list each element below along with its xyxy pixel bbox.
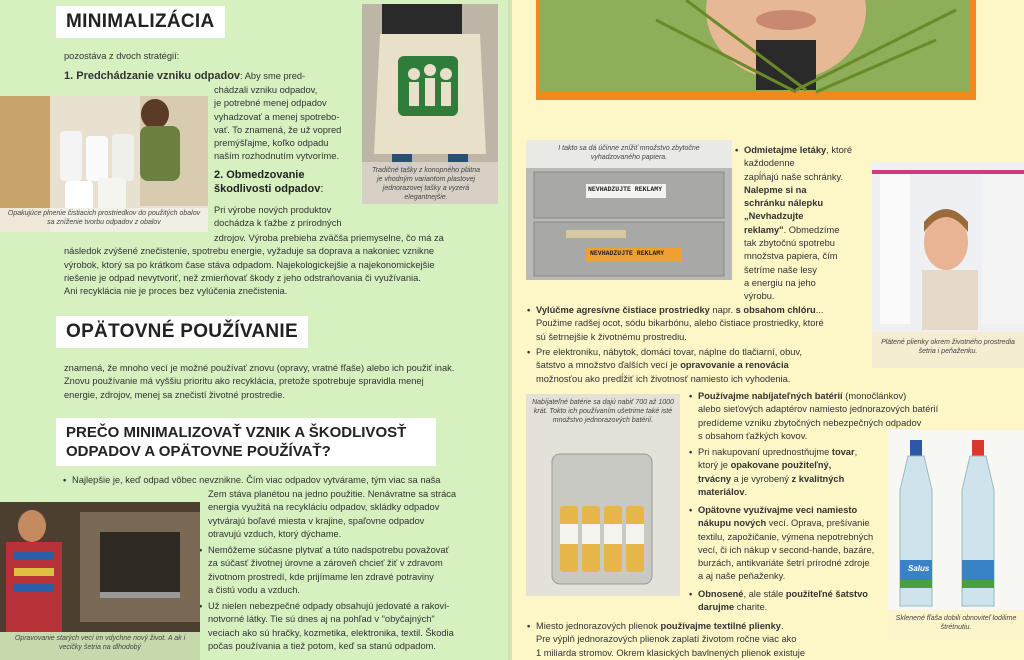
sticker-1: NEVHADZUJTE REKLAMY	[588, 186, 663, 193]
why-point-3: • Už nielen nebezpečné odpady obsahujú jedovaté a rakovi- notvorné látky. Tie sú dnes aj na pohľad v "obyčajných" veciach ako sú hračky, kozmetika, elektronika, textil. Škodia počas používania a tiež potom, keď sa stanú odpadom.	[208, 600, 508, 653]
bullet-durable: • Pri nakupovaní uprednostňujme tovar, ktorý je opakovane použiteľný, trvácny a je vyrobený z kvalitných materiálov.	[698, 446, 878, 499]
bullet-charity: • Obnosené, ale stále použiteľné šatstvo darujme charite.	[698, 588, 888, 615]
heading-reuse: OPÄTOVNÉ POUŽÍVANIE	[56, 316, 308, 348]
bottle-caption: Sklenené fľaša dobili obnoviteľ lodilime štrétnutiu.	[895, 615, 1017, 631]
mailbox-photo	[526, 140, 732, 280]
mailbox-caption: I takto sa dá účinne znížiť množstvo zbytočne vyhadzovaného papiera.	[558, 145, 700, 161]
right-page	[512, 0, 1024, 660]
reuse-text: znamená, že mnoho vecí je možné používať znovu (opravy, vratné fľaše) alebo ich použiť inak. Znovu používanie má vyššiu prioritu ako recyklácia, pretože spotrebuje spravidla menej energie, zdrojov, menej sa znečistí životné prostredie.	[64, 363, 455, 400]
bottle-label: Salus	[908, 564, 930, 573]
strategy2-title: 2. Obmedzovanie škodlivosti odpadov:	[214, 169, 324, 195]
repair-caption: Opravovanie starých vecí im vdychne nový život. A ak i vecičky šetria na dlhodobý	[14, 635, 186, 651]
repair-photo	[0, 502, 200, 660]
bullet-repair: • Pre elektroniku, nábytok, domáci tovar, náplne do tlačiarní, obuv, šatstvo a množstvo ďalších vecí je opravovanie a renovácia možnosťou ako predĺžiť ich životnosť namiesto ich vyhodenia.	[536, 346, 896, 386]
battery-caption: Nabíjateľné batérie sa dajú nabiť 700 až 1000 krát. Tokto ich používaním ušetrime také isté množstvo jednorazových batérií.	[532, 399, 674, 424]
heading-minimalization: MINIMALIZÁCIA	[56, 6, 225, 38]
sticker-2: NEVHADZUJTE REKLAMY	[590, 250, 665, 257]
bullet-cleaners: • Vylúčme agresívne čistiace prostriedky napr. s obsahom chlóru... Použime radšej ocot, sódu bikarbónu, alebo čistiace prostriedky, ktoré sú šetrnejšie k životnému prostrediu.	[536, 304, 876, 344]
glass-bottles-photo	[888, 430, 1024, 640]
strategy2-text-b: zdrojov. Výroba prebieha zväčša priemyselne, čo má za následok zvýšené znečistenie, spotrebu energie, vyžaduje sa doprava a nakoniec vznikne výrobok, ktorý sa po krátkom čase stáva odpadom. Najekologickejšie a najekonomickejšie riešenie je odpad nevytvoriť, než zmierňovať škody z jeho odstraňovania či využívania. Ani recyklácia nie je proces bez vylúčenia znečistenia.	[64, 233, 444, 297]
why-point-2: • Nemôžeme súčasne plytvať a túto nadspotrebu považovať za súčasť životnej úrovne a zároveň chcieť žiť v zdravom životnom prostredí, kde prijímame len zdravé potraviny a čistú vodu a vzduch.	[208, 544, 508, 597]
diapers-woman-photo	[872, 162, 1024, 368]
woman-caption: Plátené plienky okrem životného prostredia šetria i peňaženku.	[881, 339, 1015, 355]
bullet-secondhand: • Opätovne využívajme veci namiesto nákupu nových vecí. Oprava, prešívanie textilu, zapožičanie, výmena nepotrebných vecí, či ich nákup v second-hande, bazáre, burzách, antikvariáte šetrí prírodné zdroje a aj naše peňaženky.	[698, 504, 878, 584]
bullet-leaflets: • Odmietajme letáky, ktoré každodenne zapĺňajú naše schránky. Nalepme si na schránku nálepku „Nevhadzujte reklamy". Obmedzíme tak zbytočnú spotrebu množstva papiera, čím šetríme naše lesy a energiu na jeho výrobu.	[744, 144, 874, 304]
bottles-caption: Opakujúce plnenie čistiacich prostriedkov do použitých obalov sa zníženie tvorbu odpadov z obalov	[7, 210, 201, 226]
strategy1-text: chádzali vzniku odpadov, je potrebné menej odpadov vyhadzovať a menej spotrebo- vať. To znamená, že už vopred premýšľajme, koľko odpadu naším rozhodnutím vytvoríme.	[214, 85, 342, 162]
heading-why: PREČO MINIMALIZOVAŤ VZNIK A ŠKODLIVOSŤ ODPADOV A OPÄTOVNE POUŽÍVAŤ?	[56, 418, 436, 466]
battery-photo	[526, 394, 680, 596]
strategy1-line1: 1. Predchádzanie vzniku odpadov: Aby sme pred-	[64, 70, 306, 82]
top-face-photo	[536, 0, 976, 100]
bullet-batteries: • Používajme nabíjateľných batérií (monočlánkov) alebo sieťových adaptérov namiesto jednorazových batérií predídeme vzniku zbytočných nebezpečných odpadov s obsahom ťažkých kovov.	[698, 390, 998, 443]
why-point-1-cont: Zem stáva planétou na jedno použitie. Nenávratne sa stráca energia využitá na recykláciu odpadov, skládky odpadov vytvárajú boľavé miesta v krajine, spaľovne odpadov otravujú vzduch, ktorý dýchame.	[208, 489, 457, 539]
strategy2-text-a: Pri výrobe nových produktov dochádza k ťažbe z prírodných	[214, 205, 342, 229]
bag-caption: Tradičné tašky z konopného plátna je vhodným variantom plastovej jednorazovej tašky a vyzerá elegantnejšie.	[371, 167, 481, 201]
why-point-1: • Najlepšie je, keď odpad vôbec nevznikne. Čím viac odpadov vytvárame, tým viac sa naša	[72, 474, 512, 487]
bullet-diapers: • Miesto jednorazových plienok používajme textilné plienky. Pre výplň jednorazových plienok zaplatí životom ročne viac ako 1 miliarda stromov. Okrem klasických bavlnených plienok existuje	[536, 620, 896, 660]
cloth-bag-photo	[362, 4, 498, 204]
min-intro: pozostáva z dvoch stratégií:	[64, 51, 180, 61]
cleaning-bottles-photo	[0, 96, 208, 232]
